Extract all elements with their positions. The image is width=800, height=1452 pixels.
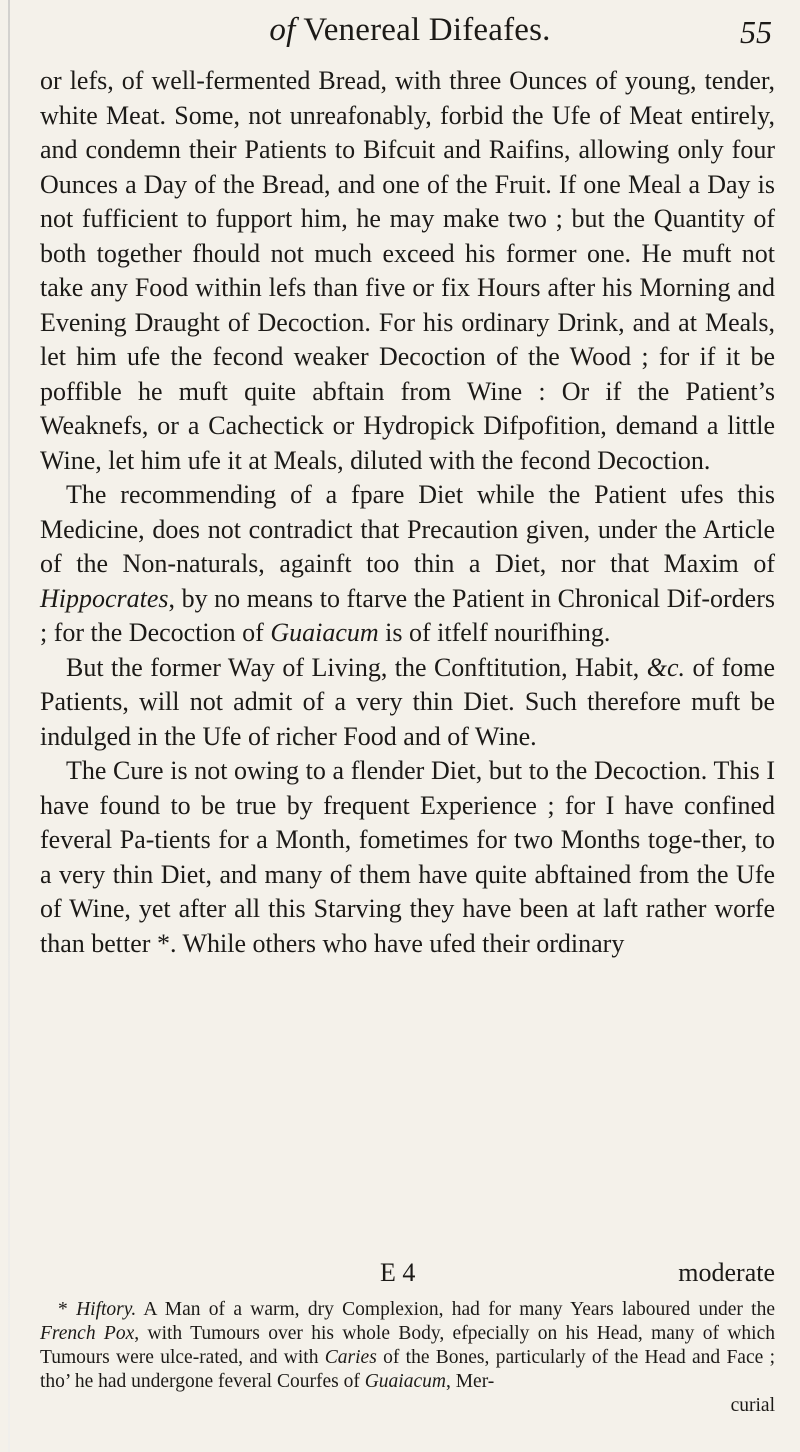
paragraph-2: The recommending of a fpare Diet while the Patient ufes this Medicine, does not contradict that Precaution given, under the Article of the Non-naturals, againft too thin a Diet, nor that Maxim of Hippocrates, by no means to ftarve the Patient in Chronical Dif-orders ; for the Decoction of Guaiacum is of itfelf nourifhing. — [40, 480, 775, 647]
abbrev-etc: &c. — [646, 652, 686, 682]
page-foot-line — [40, 1258, 775, 1292]
footnote — [40, 1298, 775, 1418]
footnote-catchword: curial — [730, 1395, 775, 1416]
name-hippocrates: Hippocrates — [40, 583, 169, 613]
page-header — [40, 12, 780, 58]
catchword: moderate — [678, 1258, 775, 1287]
term-guaiacum: Guaiacum — [270, 618, 379, 647]
body-text — [40, 64, 775, 961]
gutter-shadow — [8, 0, 10, 1452]
footnote-text: * Hiftory. A Man of a warm, dry Complexion, had for many Years laboured under the French Pox, with Tumours over his whole Body, efpecially on his Head, many of which Tumours were ulce-rated, and with Caries of the Bones, particularly of the Head and Face ; tho’ he had undergone feveral Courfes of Guaiacum, Mer- — [40, 1299, 776, 1392]
signature-mark: E 4 — [380, 1258, 416, 1287]
running-head-of: of — [269, 12, 296, 48]
paragraph-4: The Cure is not owing to a flender Diet, but to the Decoction. This I have found to be true by frequent Experience ; for I have confined feveral Pa-tients for a Month, fometimes for two Months toge-ther, to a very thin Diet, and many of them have quite abftained from the Ufe of Wine, yet after all this Starving they have been at laft rather worfe than better *. While others who have ufed their ordinary — [40, 756, 775, 958]
running-head — [40, 12, 780, 49]
running-head-title: Venereal Difeafes. — [295, 12, 551, 48]
paragraph-1: or lefs, of well-fermented Bread, with three Ounces of young, tender, white Meat. Some, not unreafonably, forbid the Ufe of Meat entirely, and condemn their Patients to Bifcuit and Raifins, allowing only four Ounces a Day of the Bread, and one of the Fruit. If one Meal a Day is not fufficient to fupport him, he may make two ; but the Quantity of both together fhould not much exceed his former one. He muft not take any Food within lefs than five or fix Hours after his Morning and Evening Draught of Decoction. For his ordinary Drink, and at Meals, let him ufe the fecond weaker Decoction of the Wood ; for if it be poffible he muft quite abftain from Wine : Or if the Patient’s Weaknefs, or a Cachectick or Hydropick Difpofition, demand a little Wine, let him ufe it at Meals, diluted with the fecond Decoction. — [40, 66, 775, 475]
page-number: 55 — [740, 14, 772, 50]
paragraph-3: But the former Way of Living, the Conftitution, Habit, &c. of fome Patients, will not admit of a very thin Diet. Such therefore muft be indulged in the Ufe of richer Food and of Wine. — [40, 652, 775, 751]
